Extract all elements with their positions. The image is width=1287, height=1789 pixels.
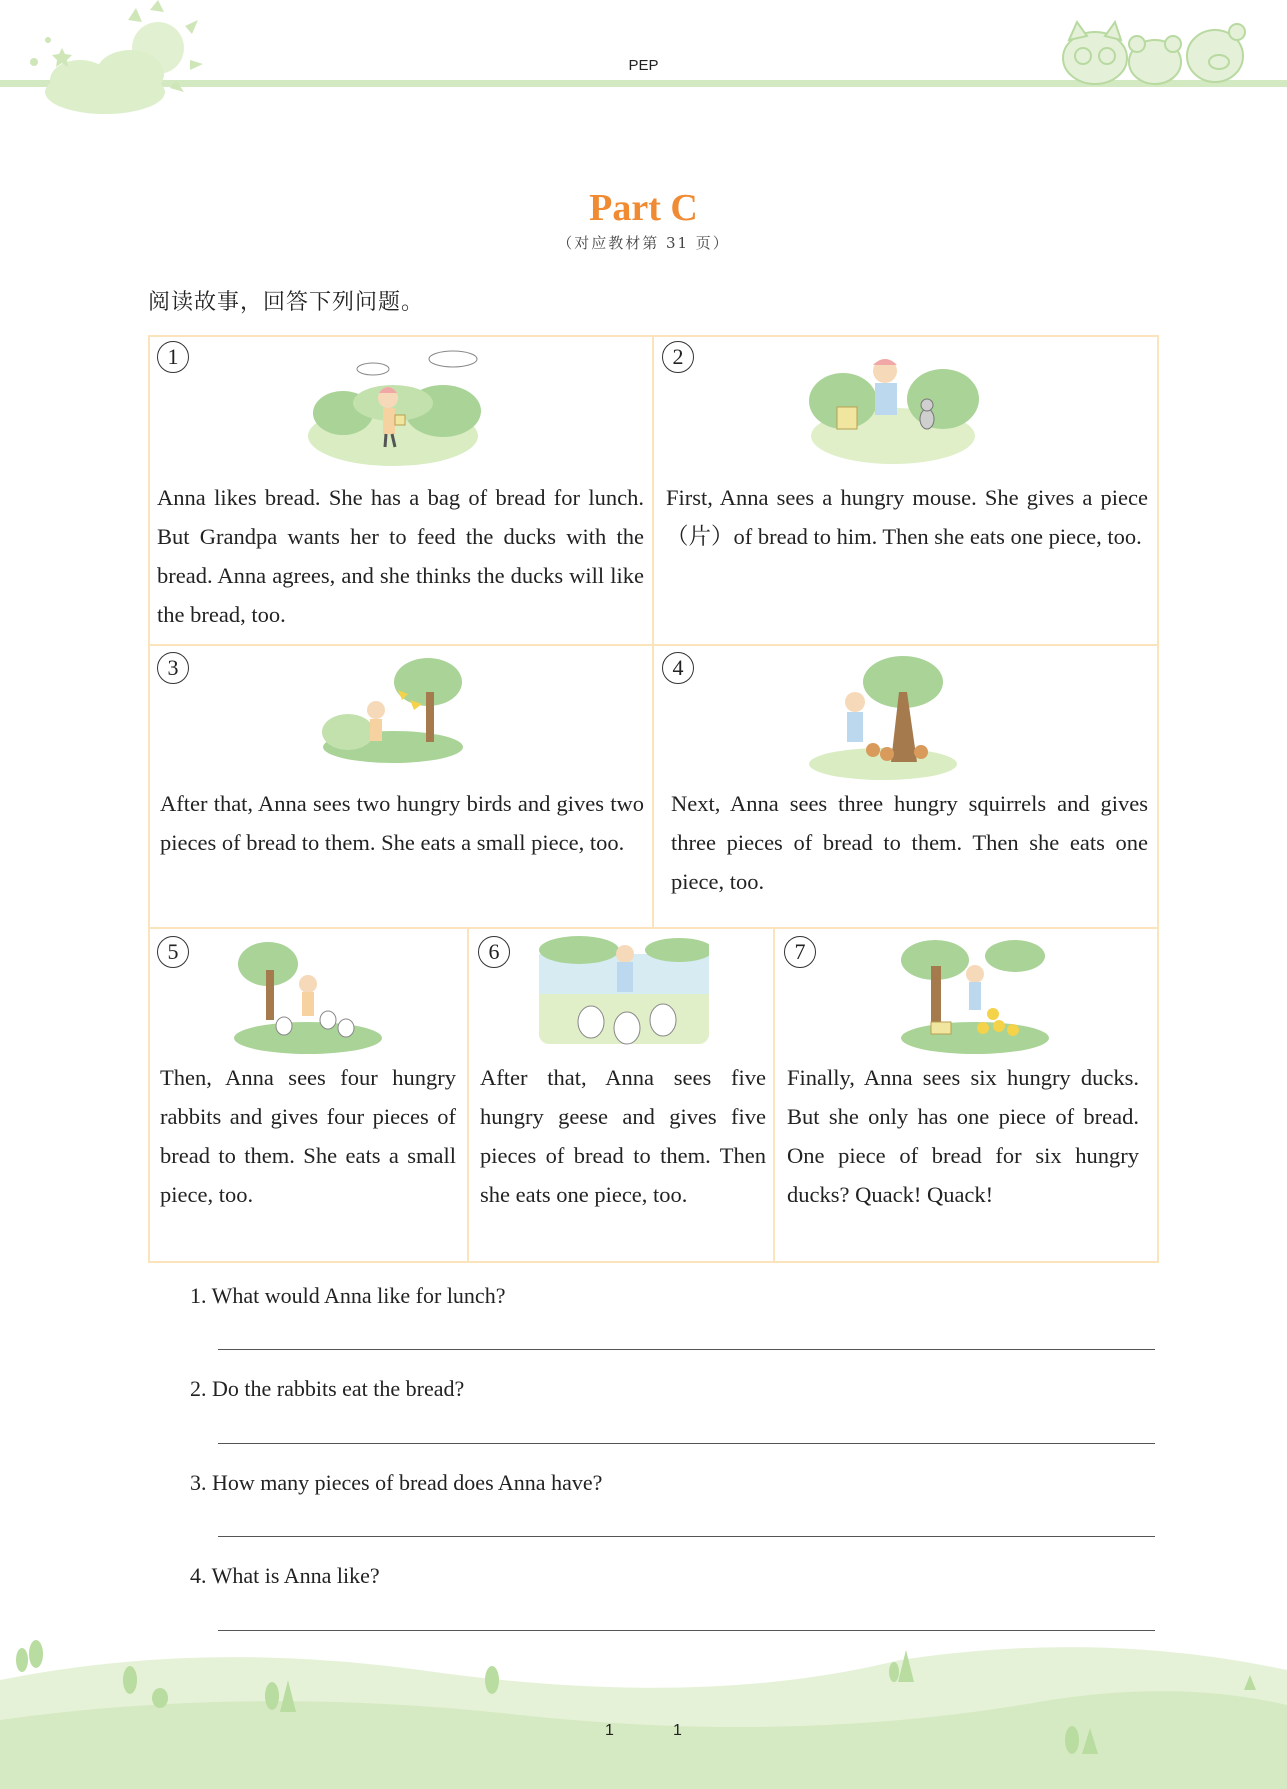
story-panel-2	[653, 335, 1159, 646]
panel-text: After that, Anna sees two hungry birds and gives two pieces of bread to them. She eats a small piece, too.	[160, 791, 644, 855]
panel-number: 3	[157, 652, 189, 684]
instruction-text: 阅读故事，回答下列问题。	[148, 290, 425, 315]
page-number-left: 1	[605, 1722, 614, 1739]
answer-line-1[interactable]	[218, 1349, 1155, 1350]
illustration-anna-walking	[303, 341, 483, 466]
page-number-right: 1	[673, 1722, 682, 1739]
panel-text: Next, Anna sees three hungry squirrels and gives three pieces of bread to them. Then she eats one piece, too.	[671, 791, 1148, 894]
question-3: 3. How many pieces of bread does Anna have?	[190, 1470, 603, 1495]
story-panel-6	[469, 929, 775, 1263]
panel-text: Anna likes bread. She has a bag of bread for lunch. But Grandpa wants her to feed the ducks with the bread. Anna agrees, and she thinks the ducks will like the bread, too.	[157, 485, 644, 627]
panel-number: 6	[478, 936, 510, 968]
illustration-anna-ducks	[895, 934, 1055, 1056]
question-2: 2. Do the rabbits eat the bread?	[190, 1376, 465, 1401]
panel-text: Finally, Anna sees six hungry ducks. But she only has one piece of bread. One piece of bread for six hungry ducks? Quack! Quack!	[787, 1065, 1139, 1207]
panel-number: 4	[662, 652, 694, 684]
illustration-anna-geese	[539, 934, 709, 1056]
footer-hills-decoration	[0, 1630, 1287, 1789]
answer-line-2[interactable]	[218, 1443, 1155, 1444]
panel-text: First, Anna sees a hungry mouse. She gives a piece（片）of bread to him. Then she eats one piece, too.	[666, 485, 1148, 549]
story-panel-4	[653, 646, 1159, 929]
illustration-anna-mouse	[803, 341, 983, 466]
panel-text: Then, Anna sees four hungry rabbits and gives four pieces of bread to them. She eats a small piece, too.	[160, 1065, 456, 1207]
illustration-anna-rabbits	[228, 934, 388, 1056]
story-panel-7	[775, 929, 1159, 1263]
panel-number: 1	[157, 341, 189, 373]
page-title: Part C	[589, 187, 698, 229]
animal-faces-decoration	[1055, 18, 1255, 86]
illustration-anna-squirrels	[803, 652, 963, 782]
panel-number: 7	[784, 936, 816, 968]
story-panel-5	[148, 929, 468, 1263]
panel-text: After that, Anna sees five hungry geese and gives five pieces of bread to them. Then she eats one piece, too.	[480, 1065, 766, 1207]
story-panel-3	[148, 646, 654, 929]
header-label: PEP	[628, 57, 659, 74]
textbook-reference: （对应教材第 31 页）	[557, 234, 730, 252]
illustration-anna-birds	[318, 652, 468, 767]
question-1: 1. What would Anna like for lunch?	[190, 1283, 506, 1308]
panel-number: 5	[157, 936, 189, 968]
answer-line-3[interactable]	[218, 1536, 1155, 1537]
question-4: 4. What is Anna like?	[190, 1563, 380, 1588]
panel-number: 2	[662, 341, 694, 373]
story-panel-1	[148, 335, 654, 646]
